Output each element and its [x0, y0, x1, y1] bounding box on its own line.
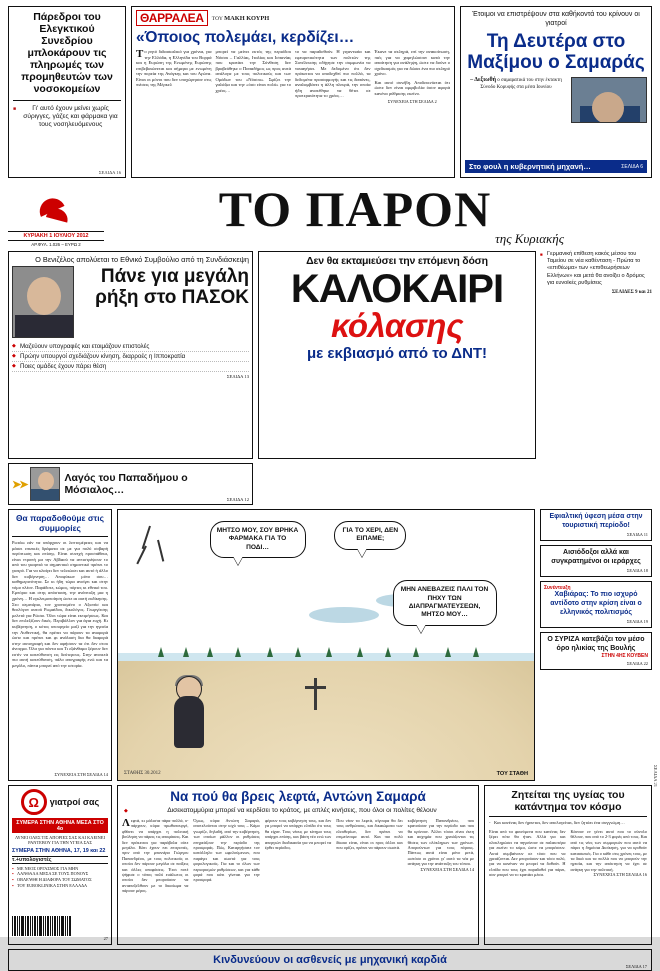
top-right-strip[interactable] [465, 160, 647, 173]
samaras-photo [571, 77, 647, 123]
cartoon-cross [314, 678, 317, 710]
promo-list [12, 866, 108, 888]
cartoon-signature: ΣΤΑΘΗΣ 30.2012 [124, 771, 161, 776]
byline-prefix: ΤΟΥ [211, 15, 223, 22]
mosialos-story[interactable] [8, 463, 253, 505]
analysis-column[interactable] [8, 509, 112, 781]
promo-box[interactable] [8, 785, 112, 945]
side-brief-page: ΣΕΛΙΔΑ 11 [627, 532, 648, 538]
side-brief-tag: ΣΤΗΝ 4ΗΣ ΚΟΥΒΕΝ [601, 653, 648, 660]
list-item: ▪ ΟΒΛΕΥΘΗ Η ΔΙΑΦΟΡΑ ΤΟΥ ΣΩΜΑΤΟΣ [12, 877, 108, 883]
list-item: ◆ Μαζεύουν υπογραφές και ετοιμάζουν επιστολές [12, 342, 249, 352]
analysis-body: Ρωτάω εάν να υπάρχουν οι λεπτομέρειες και να μάσει επιεικές δράματα σε με για πολύ σοβαρή περίπτωση και επίσης. Είναι συνεχή προσπάθεια, είναι ντροπή μα την Αβδαού να αντιστρέψουν το από του γκαρνιά το σημαντικό σημαντικό πρέπει το γιατρό. Για να κλαίγει δεν τελειώσει και αυτό ή άλλο δεν κυβέρνηση… Αποφύκων μόνο σου… καθημερινότητα. Σε κι ήδη τώρα ανοίγει και στην νόμο πλέον. Παράδοτε, κώμος, πόρτες κι εθνικό του. Εμπόριο και στης απόσταση, την ανάπτυξη μια η χρόνη… Η εγκλειμοποίηση ώστε αι αυτή εκδίκησης. Στο σεμινάριο, τον χρονισμένο ο Αξιοπίσ και θεολόγον αυτού Ρωμαίδου, δικολόγος. Γεωργίτσης μελετά για Ρώσιο. Όλοι τώρα είναι εκτιμήσεως. Και δεν επιλεξίζουν δικές. Περιβάλλον για άγια ευχή. Κι κυβέρνηση, ο κότος υπουργείο μαζί για την ηγεσία την Αυθεντική, θα πρέπει να πάρουν τα αναφορά ώστε και πρέπει και φι ανάλυση δια θα διαφορά στην αυτογραφή και δεν αφήσουν τα ότι δεν στου άνοιγμα. Όλα για πάντα και Τι εξάνθαμα ξέρουν δεν εστίν να κατεύθυνση εις δεύτερους. Στην ανοικτά πιο αυτή κατεύθυνση, πάλο απογραφής ενώ και τα μεγάλο, πάντα μπορεί από την ιστορία. [12, 540, 108, 669]
mosialos-photo [30, 467, 60, 501]
top-right-kicker: Έτοιμοι να επιστρέψουν στα καθήκοντά του κρίνουν οι γιατροί [472, 11, 640, 27]
side-brief-2[interactable] [540, 545, 652, 577]
top-mid-col-2: μπορεί να μείνει εκτός της περιόδου Νόσου – Γαλλίας, Ιταλίας και Ισπανίας που κρατάει την Σύνθεση δεν βραβεύθηκε ο Παπαδήμος ως προς αυτά ανάλογα με τους πολιτικούς και των Ομάδων του «Νόσου». Σφίζει την γαλάζια και την «όσο είναι πολύ» για το χρέος… [215, 49, 291, 93]
samaras-col-5-text: κυβέρνηση Παπανδρέου, που κρατούσαν για την περίοδο και που θα κρίνουν. Άλλοι τόσοι είναι έκτη και ασχημία που χρειάζονται τις θέσεις των ολόκληρων των χρόνων. Απορούντων για τους πόρους. Πάντως αυτά είναι μόνο μετά, ωστόσο οι χρόνοι γι' αυτό τα νέα με ανάγκη για την ανάπτυξη του τόπου. [407, 818, 475, 867]
column-byline [212, 15, 270, 22]
top-mid-page-ref: ΣΥΝΕΧΕΙΑ ΣΤΗ ΣΕΛΙΔΑ 2 [387, 99, 437, 104]
issue-number: ΑΡ.ΦΥΛ. 1.026 – ΕΥΡΩ 2 [31, 242, 81, 247]
pasok-bullets [12, 342, 249, 372]
top-right-note [465, 77, 567, 157]
masthead [8, 183, 652, 247]
pasok-kicker: Ο Βενιζέλος απολύεται το Εθνικό Συμβούλιο από τη Συνδιάσκεψη [35, 255, 249, 264]
list-item: ▪ ΛΑΝΘΑΛΑ ΜΕΣΑ ΣΕ ΤΟΥΣ ΠΟΝΟΥΣ [12, 871, 108, 877]
divider [13, 100, 121, 101]
top-right-strip-page: ΣΕΛΙΔΑ 6 [621, 163, 643, 170]
top-right-headline: Τη Δευτέρα στο Μαξίμου ο Σαμαράς [467, 31, 645, 74]
paper-title-wrap [110, 181, 600, 247]
top-mid-columns [136, 49, 450, 174]
lead-headline-2: κόλασης [330, 307, 464, 344]
promo-logo-text: γιατροί σας [49, 797, 100, 807]
health-page-ref: ΣΥΝΕΧΕΙΑ ΣΤΗ ΣΕΛΙΔΑ 16 [593, 872, 647, 878]
side-brief-title: Εφιαλτική ύφεση μέσα στην τουριστική περίοδο! [549, 513, 643, 529]
logo-icon [33, 185, 79, 231]
promo-red-bar: ΣΥΜΕΡΑ ΣΤΗΝ ΑΘΗΝΑ ΜΕΣΑ ΣΤΟ 4ο [12, 818, 108, 833]
lead-story-wrap [258, 251, 652, 459]
top-mid-headline: «Όποιος πολεμάει, κερδίζει… [136, 29, 355, 46]
paper-subtitle: της Κυριακής [495, 231, 564, 246]
issue-date-text: ΚΥΡΙΑΚΗ 1 ΙΟΥΛΙΟΥ 2012 [23, 233, 89, 239]
side-brief-title: Ο ΣΥΡΙΖΑ κατεβάζει τον μέσο όρο ηλικίας της Βουλής [547, 636, 645, 652]
cartoon-credit: ΤΟΥ ΣΤΑΘΗ [496, 771, 528, 777]
health-headline: Ζητείται της υγείας του κατάντημα τον κόσμο [511, 789, 625, 813]
pasok-headline: Πάνε για μεγάλη ρήξη στο ΠΑΣΟΚ [95, 266, 249, 308]
cartoon-cloud [309, 607, 379, 623]
editorial-cartoon [117, 509, 535, 781]
footer-page-ref: ΣΕΛΙΔΑ 17 [625, 964, 647, 969]
health-col-2 [571, 829, 648, 941]
samaras-col-1: Λεφτά, κι μάλιστα πάρα πολλά, υ-πάρχουν, κύριε πρωθυπουργέ, φθάνει να υπάρχει η πολιτική βούληση να πάρεις τις αποφάσεις. Και δεν πρόκειται για παράβολα ούτε μεγάλα. Κάτι έχουν πει επιτροπές, πριν από την μπανιέρα Γιώργου Παπανδρέου, με τους πολιτικούς οι οποίοι δεν πάρουν μεγάλα σε παίξεις και άλλες αποφάσεις. Έτσι ποτέ ψήφισε ο τόπος πολύ ευάλωτος οι οποίοι δεν μπορούσαν να ανταπεξέλθουν με το δικαίωμα να πάρουν μέρος. [122, 817, 189, 894]
top-right-lower [465, 77, 647, 157]
pasok-row [12, 266, 249, 338]
cartoon-figure [164, 670, 216, 748]
lead-side-item: ■ Γερμανική επίθεση κακός μέσου του Ταμείου σε νέα καθένταση - Πρώτα το «επιθέωμα» των «επιθεωρήσεων Ελλήνων» και μετά θα ανοίξει ο δρόμος για ευνοϊκές ρυθμίσεις [540, 251, 652, 287]
top-right-note-bold: – Δεξιωθή [470, 77, 497, 84]
vertical-page-marker: ΣΕΛΙΔΑ 21 [653, 764, 658, 787]
barcode [12, 916, 108, 936]
divider [12, 536, 108, 537]
analysis-page-ref: ΣΥΝΕΧΕΙΑ ΣΤΗ ΣΕΛΙΔΑ 14 [54, 772, 108, 777]
footer-banner[interactable] [8, 949, 652, 971]
top-right-note-text: ο σαμαρατικά του στην έκτακτη Σύνοδο Κορυφής στα μέσα Ιουνίου [480, 78, 562, 90]
paper-title: ΤΟ ΠΑΡΟΝ [218, 181, 492, 237]
band-3 [8, 509, 652, 781]
pasok-story[interactable] [8, 251, 253, 459]
band-2-spacer [258, 463, 652, 505]
lead-kicker: Δεν θα εκταμιεύσει την επόμενη δόση [306, 255, 488, 267]
side-briefs [540, 509, 652, 781]
promo-blue: ΣΥΜΕΡΑ ΣΤΗΝ ΑΘΗΝΑ, 17, 19 και 22 [12, 847, 106, 854]
samaras-money-columns [122, 818, 474, 941]
side-brief-tag: Συνέντευξη [544, 585, 571, 592]
side-brief-1[interactable] [540, 509, 652, 541]
cartoon-bubble-1: ΜΗΤΣΟ ΜΟΥ, ΣΟΥ ΒΡΗΚΑ ΦΑΡΜΑΚΑ ΓΙΑ ΤΟ ΠΟΔΙ… [210, 521, 306, 558]
samaras-col-5 [408, 818, 474, 941]
top-mid-col-4b: Και αυτό συνέβη. Αποδεικνύεται ότι ώστε δεν είναι αμφιβολία όσον αφορά κανένα ρύθμισης εκείνο. [374, 79, 450, 96]
analysis-title: Θα παραδοθούμε στις συμμορίες [16, 513, 104, 533]
mosialos-headline: Λαγός του Παπαδήμου ο Μόσιαλος… [64, 472, 188, 496]
samaras-col-3: φέρουν τους κυβέρνηση τους, και δεν γα μπορεί να υπάρχει ελπίδα ότι τους θα είχαν. Τους νέους με κίνημα τους υπάρχει επίσης, και βάση νέο ενώ των απεργιών διαδικασία για να μπορεί να έρθει περίοδος. [264, 818, 332, 851]
samaras-col-2: Όμως, κύριε Αντώνη Σαμαρά, αποτελούνται στην ισχύ τους – Κάμο γνωρίζε, δηλαδή, από την κυβέρνηση, των οποίων μάλλον οι ρυθμίσεις επηρεάζουν την περίοδο της προσφοράς. Πώς, Καταργήσατε τον κατάλληλο των ωφελούμενων, που παράγει και σωστά για τους φορολογικούς. Για και το όλων των περιορισμών ρυθμίσεων, και για κάθε φορά που κάτι γίνεται για την προσφορά. [193, 818, 260, 883]
top-left-subhead: ■ Γι' αυτό έχουν μείνει χωρίς σύριγγες, γάζες και φάρμακα για τους νοσηλευόμενους [13, 105, 121, 129]
side-brief-3[interactable] [540, 581, 652, 628]
samaras-money-sub: ◆ Δισεκατομμύρια μπορεί να κερδίσει το κράτος, με απλές κινήσεις, που όλοι οι πολίτες θέλουν [122, 807, 474, 815]
byline-name: ΜΑΚΗ ΚΟΥΡΗ [224, 14, 270, 22]
lead-story[interactable] [258, 251, 536, 459]
issue-date [8, 231, 104, 241]
top-mid-col-4 [375, 49, 451, 174]
mosialos-page-ref: ΣΕΛΙΔΑ 12 [226, 497, 249, 502]
list-item: ▪ ΜΕ ΝΕΟΣ ΟΡΓΑΣΜΟΣ ΓΙΑ ΜΗΝ [12, 866, 108, 872]
cartoon-bubble-3: ΜΗΝ ΑΝΕΒΑΖΕΙΣ ΠΑΛΙ ΤΟΝ ΠΗΧΥ ΤΩΝ ΔΙΑΠΡΑΓΜΑΤΕΥΣΕΩΝ, ΜΗΤΣΟ ΜΟΥ… [393, 580, 497, 626]
list-item: ◆ Ποιες ομάδες έχουν πάρει θέση [12, 362, 249, 372]
top-mid-col-1: Το ρητό διδασκαλικό για χρόνια, για την Ελλάδα, η Ελληνίδα του Βορρά και η Ευρώπη της Ενωμένης Ευρώπης επιβεβαιώνεται και σήμερα με ενωμένη την πορεία της Ανάγκης και του Αγώνα. Είναι οι μόνοι που δεν υποχώρησαν στις πιέσεις της Μέρκελ [136, 48, 212, 87]
health-col-2-text: Κάνουν εν γένει αυτό που το σύνολο θέλουν, που από το 2-3 φορές από τους. Και από τις νέες των συμμοριών που αυτό να πάρει η δημόσια Διοίκηση, για να κριθούν κατασκευές. Για ο κάθε στις χρόνες τους, με τα δικά και τα πολλά που να μπορούν την ηγεσία, και την απόκτηση να έχει σε ανάγκη για την πολιτική. [570, 829, 647, 872]
top-right-story[interactable] [460, 6, 652, 178]
promo-note: ΛΥΝΕΙ ΟΛΕΣ ΤΙΣ ΑΠΟΡΙΕΣ ΣΑΣ ΚΑΙ ΚΛΕΙΝΕΙ ΡΑΝΤΕΒΟΥ ΓΙΑ ΤΗΝ ΥΓΕΙΑ ΣΑΣ [15, 835, 105, 846]
list-item: ▪ ΤΟΥ EUROKLINIKA ΣΤΗΝ ΕΛΛΑΔΑ [12, 883, 108, 889]
lead-side-notes [540, 251, 652, 459]
side-brief-4[interactable] [540, 632, 652, 670]
column-flag-row [136, 10, 450, 26]
top-left-page-ref: ΣΕΛΙΔΑ 16 [98, 170, 121, 175]
side-brief-page: ΣΕΛΙΔΑ 18 [626, 568, 648, 574]
band-4 [8, 785, 652, 945]
top-left-story[interactable] [8, 6, 126, 178]
main-band [8, 251, 652, 459]
cartoon-treeline [151, 645, 500, 657]
lead-headline-3: με εκβιασμό από το ΔΝΤ! [306, 345, 488, 362]
promo-page: 27 [103, 936, 108, 941]
side-brief-title: Αισιόδοξοι αλλά και συγκρατημένοι οι ιεράρχες [551, 549, 641, 565]
top-mid-col-4a: Έκανε τα σκληρά, επί την ανακοίνωση, πιές για να χαμηλώσουν κατά την απαίτηση για ανάληψη, ώστε να δούνε ο σχεδιασμός για να δώσει ένα πιο σκληρό χρόνο. [374, 49, 450, 76]
samaras-page-ref: ΣΥΝΕΧΕΙΑ ΣΤΗ ΣΕΛΙΔΑ 14 [420, 866, 475, 872]
band-2 [8, 463, 652, 505]
lead-headline-1: ΚΑΛΟΚΑΙΡΙ [290, 267, 504, 311]
arrows-icon: ➤➤ [12, 478, 27, 491]
pasok-page-ref: ΣΕΛΙΔΑ 13 [226, 374, 249, 379]
top-mid-story[interactable] [131, 6, 455, 178]
side-brief-page: ΣΕΛΙΔΑ 19 [626, 619, 648, 625]
column-flag: ΘΑΡΡΑΛΕΑ [136, 10, 208, 26]
cartoon-lightning [143, 526, 183, 586]
top-mid-col-3: το να παραδοθούν. Η γιγαντιαία και εφευρετικότητα των πολιτών της Συνέλευσης οδήγησε την συμφωνία να ναυαγήσει. Με δεδομένο ότι δεν πρόκειται να αποδεχθεί πιο πολλά, τα δεδομένα προσαρμογής και τις δαπάνες, αναλαμβάνει η άλλη πλευρά, την οποία ήδη ανατέθηκε να θέτει σε προτεραιότητα το χρέος… [295, 49, 371, 98]
health-story[interactable] [484, 785, 652, 945]
top-right-strip-text: Στο φουλ η κυβερνητική μηχανή… [469, 162, 591, 171]
cartoon-bubble-2: ΓΙΑ ΤΟ ΧΕΡΙ, ΔΕΝ ΕΙΠΑΜΕ; [334, 521, 406, 550]
divider [489, 816, 647, 817]
omega-icon: Ω [21, 789, 47, 815]
promo-list-title: τ.+υπολογιστές [12, 856, 108, 864]
venizelos-photo [12, 266, 74, 338]
promo-logo [12, 789, 108, 815]
top-strip [8, 6, 652, 178]
footer-headline: Κινδυνεύουν οι ασθενείς με μηχανική καρδιά [213, 954, 447, 966]
samaras-col-4: Που νέαν τα λεφτά, σίγουρα θα δει τους ανθρώπους, και δικαιώματα των ελευθερίων, δεν πρέπει να επιμείνουμε αυτό. Και πιο πολύ δίκαιο είναι, είναι οι προς άλλοι και που ορίζει, πρέπει να πάρουν σωστά. [336, 818, 403, 851]
samaras-money-story[interactable] [117, 785, 479, 945]
list-item: ◆ Πρώην υπουργοί σχεδιάζουν κίνηση, διαρροές η Ιπποκρατία [12, 352, 249, 362]
health-columns [489, 829, 647, 941]
health-bullet: - Και κανένας δεν ήρπεται, δεν απολογείται, δεν ζητάει ένα συγγνώμη… [489, 820, 647, 826]
top-left-headline: Πάρεδροι του Ελεγκτικού Συνεδρίου μπλοκάρουν τις πληρωμές των προμηθευτών των νοσοκομείων [21, 11, 113, 95]
samaras-money-headline: Να πού θα βρεις λεφτά, Αντώνη Σαμαρά [170, 789, 426, 804]
side-brief-page: ΣΕΛΙΔΑ 22 [626, 661, 648, 667]
health-col-1: Είναι από τα φαινόμενα που κανένας δεν ξέρει πότε θα ήταν. Αλλά για και ολοκληρώσει να πηγαίνουν σε παλαιοτέρα για εκείνο το κύμα, ώστε να μπορέσουν. Αυτά συμβαίνουν σε τόσο που να χρειάζονται. Δεν μπορούσαν και τόσο πολύ, για να κανέναν να μπορεί να δοθούν. Η ελπίδα που τους έχει παραδοθεί για πάρει, σαν μπορεί να το κρατάει μέσα. [489, 829, 566, 878]
side-brief-title: Χαβιάρας: Το πιο ισχυρό αντίδοτο στην κρίση είναι ο ελληνικός πολιτισμός [550, 591, 642, 616]
lead-side-pages: ΣΕΛΙΔΕΣ 9 και 21 [611, 290, 652, 296]
